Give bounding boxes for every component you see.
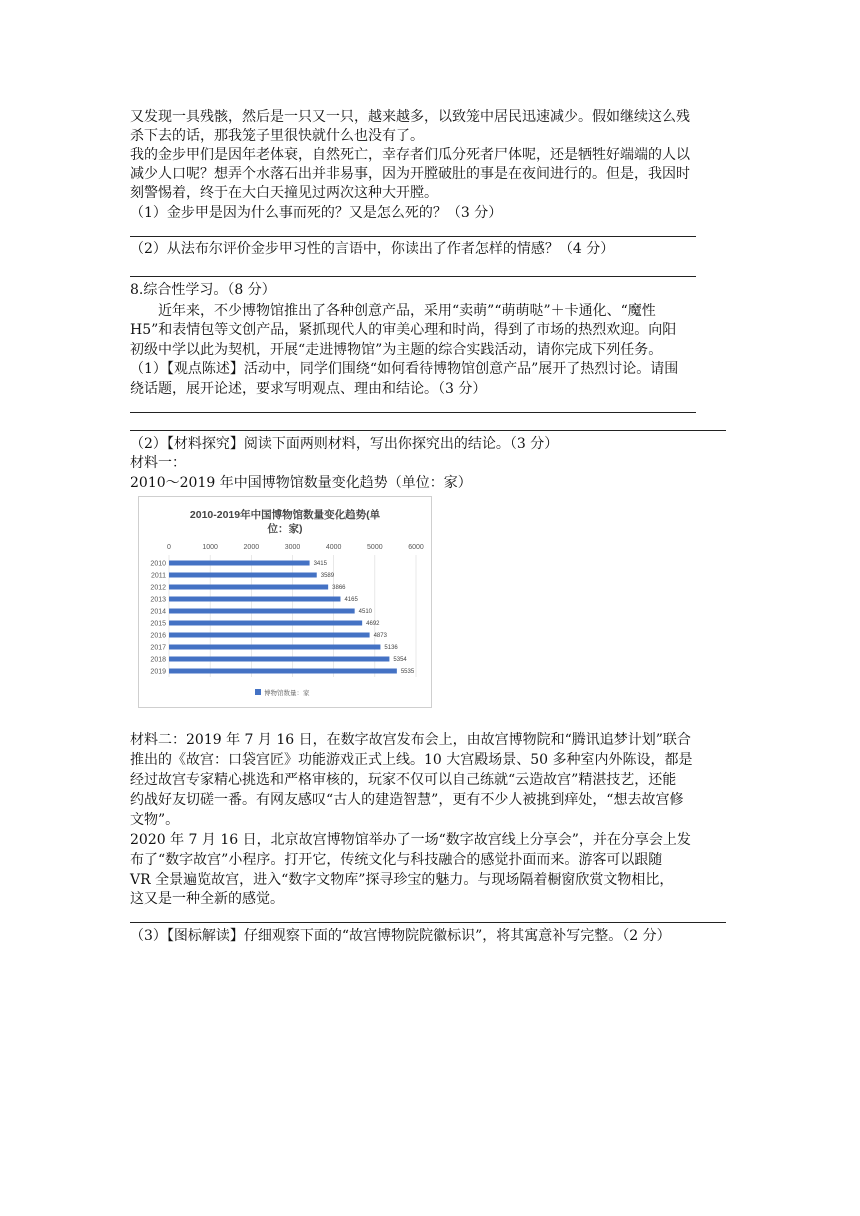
material-2-line: 约战好友切磋一番。有网友感叹“古人的建造智慧”，更有不少人被挑到痒处，“想去故宫修 [130, 792, 684, 808]
chart-svg [139, 497, 431, 707]
task-1: 绕话题，展开论述，要求写明观点、理由和结论。（3 分） [130, 381, 487, 397]
chart-y-tick-label: 2017 [150, 644, 166, 652]
chart-y-tick-label: 2013 [150, 596, 166, 604]
passage-line: 又发现一具残骸，然后是一只又一只，越来越多，以致笼中居民迅速减少。假如继续这么残 [130, 109, 690, 125]
answer-line [130, 430, 726, 431]
section-8-heading: 8.综合性学习。（8 分） [130, 282, 276, 298]
passage-line: 杀下去的话，那我笼子里很快就什么也没有了。 [130, 128, 424, 144]
task-3: （3）【图标解读】仔细观察下面的“故宫博物院院徽标识”，将其寓意补写完整。（2 分） [130, 928, 671, 944]
answer-line [130, 922, 726, 923]
question-7-1: （1）金步甲是因为什么事而死的？又是怎么死的？（3 分） [130, 205, 503, 221]
material-2-line: 推出的《故宫：口袋宫匠》功能游戏正式上线。10 大宫殿场景、50 多种室内外陈设，都是 [130, 752, 693, 768]
museum-count-chart [138, 496, 432, 708]
answer-line [130, 276, 696, 277]
chart-title-line1: 2010-2019年中国博物馆数量变化趋势(单 [189, 509, 381, 521]
task-2: （2）【材料探究】阅读下面两则材料，写出你探究出的结论。（3 分） [130, 436, 559, 452]
chart-x-tick-label: 2000 [243, 544, 260, 551]
answer-line [130, 412, 696, 413]
chart-x-tick-label: 5000 [367, 544, 383, 551]
chart-data-label: 4873 [373, 633, 387, 640]
chart-data-label: 3415 [313, 561, 327, 568]
chart-x-tick-label: 6000 [408, 544, 424, 551]
chart-data-label: 4165 [344, 597, 358, 604]
chart-data-label: 5535 [400, 669, 415, 676]
material-1-caption: 2010～2019 年中国博物馆数量变化趋势（单位：家） [130, 475, 472, 491]
chart-y-tick-label: 2015 [150, 620, 166, 628]
chart-x-tick-label: 4000 [325, 544, 342, 551]
passage-line: 减少人口呢？想弄个水落石出并非易事，因为开膛破肚的事是在夜间进行的。但是，我因时 [130, 166, 690, 182]
intro-line: 近年来，不少博物馆推出了各种创意产品，采用“卖萌”“萌萌哒”＋卡通化、“魔性 [158, 303, 656, 319]
chart-bar [169, 645, 380, 650]
legend-swatch [255, 689, 261, 695]
material-1-label: 材料一： [130, 455, 186, 471]
chart-y-tick-label: 2012 [150, 584, 166, 592]
chart-y-axis [150, 561, 166, 676]
material-2-line: 2020 年 7 月 16 日，北京故宫博物馆举办了一场“数字故宫线上分享会”，并在分享会上发 [130, 832, 691, 848]
material-2-line: 文物”。 [130, 812, 180, 828]
passage-line: 我的金步甲们是因年老体衰，自然死亡，幸存者们瓜分死者尸体呢，还是牺牲好端端的人以 [130, 147, 690, 163]
intro-line: 初级中学以此为契机，开展“走进博物馆”为主题的综合实践活动，请你完成下列任务。 [130, 342, 663, 358]
chart-x-tick-label: 1000 [202, 544, 218, 551]
chart-x-tick-label: 3000 [284, 544, 301, 551]
material-2-line: 材料二：2019 年 7 月 16 日，在数字故宫发布会上，由故宫博物院和“腾讯追梦计划”联合 [130, 732, 691, 748]
chart-bar [169, 657, 389, 662]
chart-y-tick-label: 2019 [150, 668, 166, 676]
answer-line [130, 236, 696, 237]
chart-bar [169, 597, 340, 602]
chart-data-label: 5136 [384, 645, 398, 652]
chart-data-label: 5354 [393, 657, 407, 664]
chart-data-label: 4692 [366, 621, 380, 628]
chart-x-tick-label: 0 [167, 544, 171, 551]
chart-bar [169, 573, 317, 578]
material-2-line: 布了“数字故宫”小程序。打开它，传统文化与科技融合的感觉扑面而来。游客可以跟随 [130, 852, 663, 868]
chart-bar [169, 609, 355, 614]
chart-y-tick-label: 2010 [150, 560, 166, 568]
chart-data-label: 3589 [320, 573, 335, 580]
question-7-2: （2）从法布尔评价金步甲习性的言语中，你读出了作者怎样的情感？（4 分） [130, 241, 615, 257]
passage-line: 刻警惕着，终于在大白天撞见过两次这种大开膛。 [130, 185, 438, 201]
chart-bar [169, 621, 362, 626]
chart-y-tick-label: 2016 [150, 632, 166, 640]
chart-y-tick-label: 2011 [150, 572, 166, 580]
chart-data-label: 4510 [358, 609, 373, 616]
chart-data-label: 3866 [332, 585, 346, 592]
chart-bar [169, 669, 397, 674]
material-2-line: VR 全景遍览故宫，进入“数字文物库”探寻珍宝的魅力。与现场隔着橱窗欣赏文物相比， [130, 872, 674, 888]
intro-line: H5”和表情包等文创产品，紧抓现代人的审美心理和时尚，得到了市场的热烈欢迎。向阳 [130, 322, 677, 338]
chart-x-axis [167, 544, 424, 551]
chart-bar [169, 633, 370, 638]
chart-bar [169, 585, 328, 590]
material-2-line: 这又是一种全新的感觉。 [130, 891, 284, 907]
task-1: （1）【观点陈述】活动中，同学们围绕“如何看待博物馆创意产品”展开了热烈讨论。请围 [130, 361, 679, 377]
material-2-line: 经过故宫专家精心挑选和严格审核的，玩家不仅可以自己练就“云造故宫”精湛技艺，还能 [130, 772, 677, 788]
chart-y-tick-label: 2014 [150, 608, 166, 616]
legend-label: 博物馆数量：家 [264, 690, 310, 697]
chart-title-line2: 位：家) [267, 523, 303, 535]
chart-bars [169, 561, 397, 674]
chart-bar [169, 561, 310, 566]
chart-y-tick-label: 2018 [150, 656, 166, 664]
